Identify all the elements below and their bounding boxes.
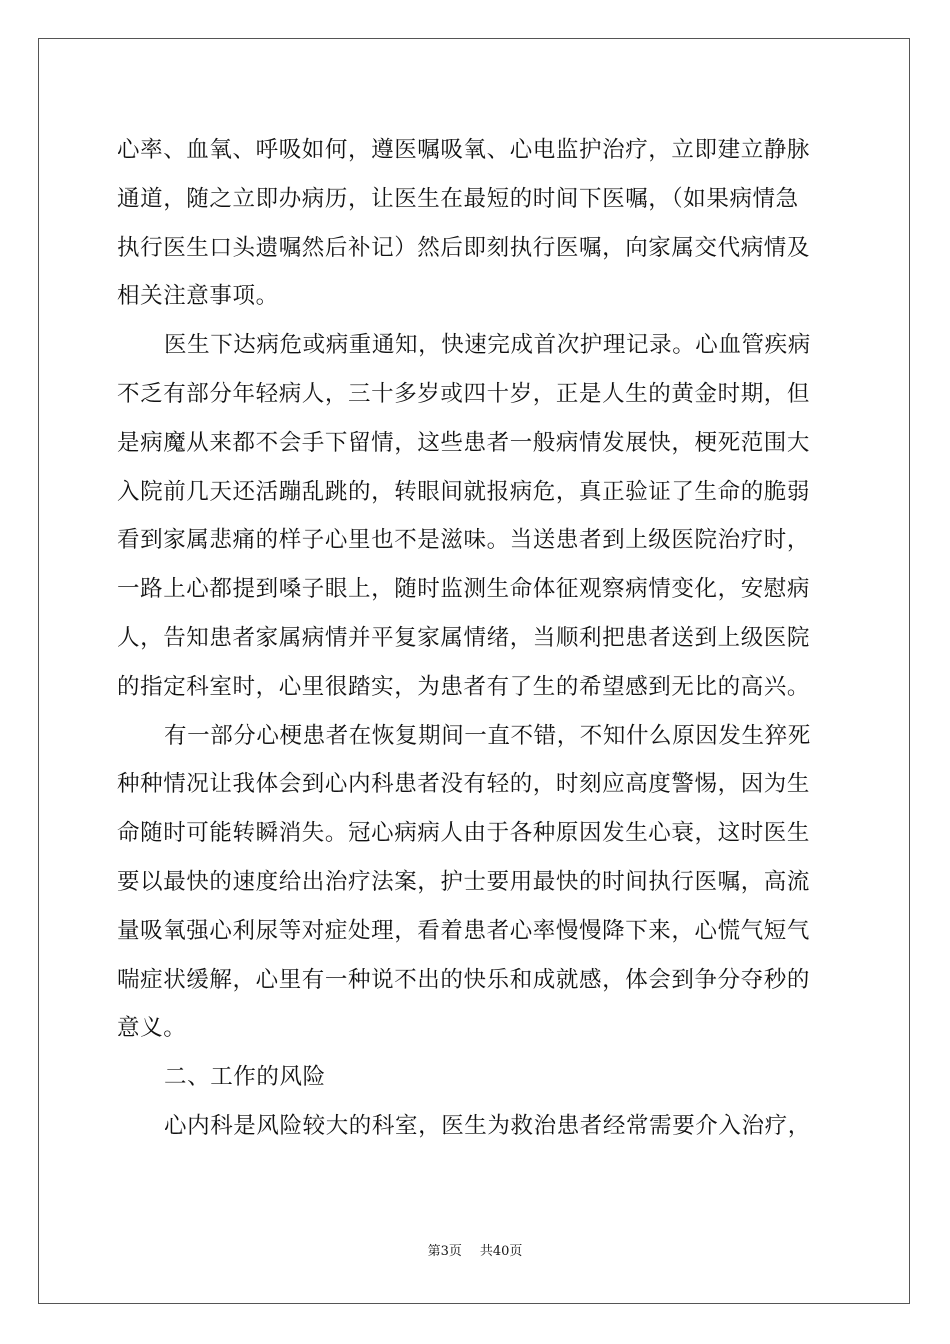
paragraph-start-line: 医生下达病危或病重通知，快速完成首次护理记录。心血管疾病 xyxy=(164,332,811,359)
total-pages: 共40页 xyxy=(479,1244,523,1259)
text-line: 看到家属悲痛的样子心里也不是滋味。当送患者到上级医院治疗时， xyxy=(117,527,811,554)
page-number: 第3页 xyxy=(427,1244,462,1259)
text-line: 量吸氧强心利尿等对症处理，看着患者心率慢慢降下来，心慌气短气 xyxy=(117,917,811,944)
text-line: 种种情况让我体会到心内科患者没有轻的，时刻应高度警惕，因为生 xyxy=(117,771,811,798)
text-line: 的指定科室时，心里很踏实，为患者有了生的希望感到无比的高兴。 xyxy=(117,673,811,700)
text-line: 相关注意事项。 xyxy=(117,283,279,310)
section-heading: 二、工作的风险 xyxy=(164,1064,326,1091)
paragraph-start-line: 心内科是风险较大的科室，医生为救治患者经常需要介入治疗， xyxy=(164,1112,811,1139)
text-line: 人，告知患者家属病情并平复家属情绪，当顺利把患者送到上级医院 xyxy=(117,624,811,651)
text-line: 命随时可能转瞬消失。冠心病病人由于各种原因发生心衰，这时医生 xyxy=(117,820,811,847)
text-line: 不乏有部分年轻病人，三十多岁或四十岁，正是人生的黄金时期，但 xyxy=(117,380,811,407)
document-body xyxy=(117,126,833,1151)
text-line: 通道，随之立即办病历，让医生在最短的时间下医嘱，（如果病情急 xyxy=(117,185,799,212)
paragraph-start-line: 有一部分心梗患者在恢复期间一直不错，不知什么原因发生猝死 xyxy=(164,722,811,749)
text-line: 执行医生口头遗嘱然后补记）然后即刻执行医嘱，向家属交代病情及 xyxy=(117,234,811,261)
page-footer xyxy=(0,1240,950,1259)
text-line: 心率、血氧、呼吸如何，遵医嘱吸氧、心电监护治疗，立即建立静脉 xyxy=(117,137,811,163)
text-line: 喘症状缓解，心里有一种说不出的快乐和成就感，体会到争分夺秒的 xyxy=(117,966,811,993)
text-line: 入院前几天还活蹦乱跳的，转眼间就报病危，真正验证了生命的脆弱 xyxy=(117,478,811,505)
text-line: 一路上心都提到嗓子眼上，随时监测生命体征观察病情变化，安慰病 xyxy=(117,576,811,603)
text-line: 是病魔从来都不会手下留情，这些患者一般病情发展快，梗死范围大 xyxy=(117,429,811,456)
text-line: 意义。 xyxy=(117,1015,187,1042)
text-line: 要以最快的速度给出治疗法案，护士要用最快的时间执行医嘱，高流 xyxy=(117,868,811,895)
